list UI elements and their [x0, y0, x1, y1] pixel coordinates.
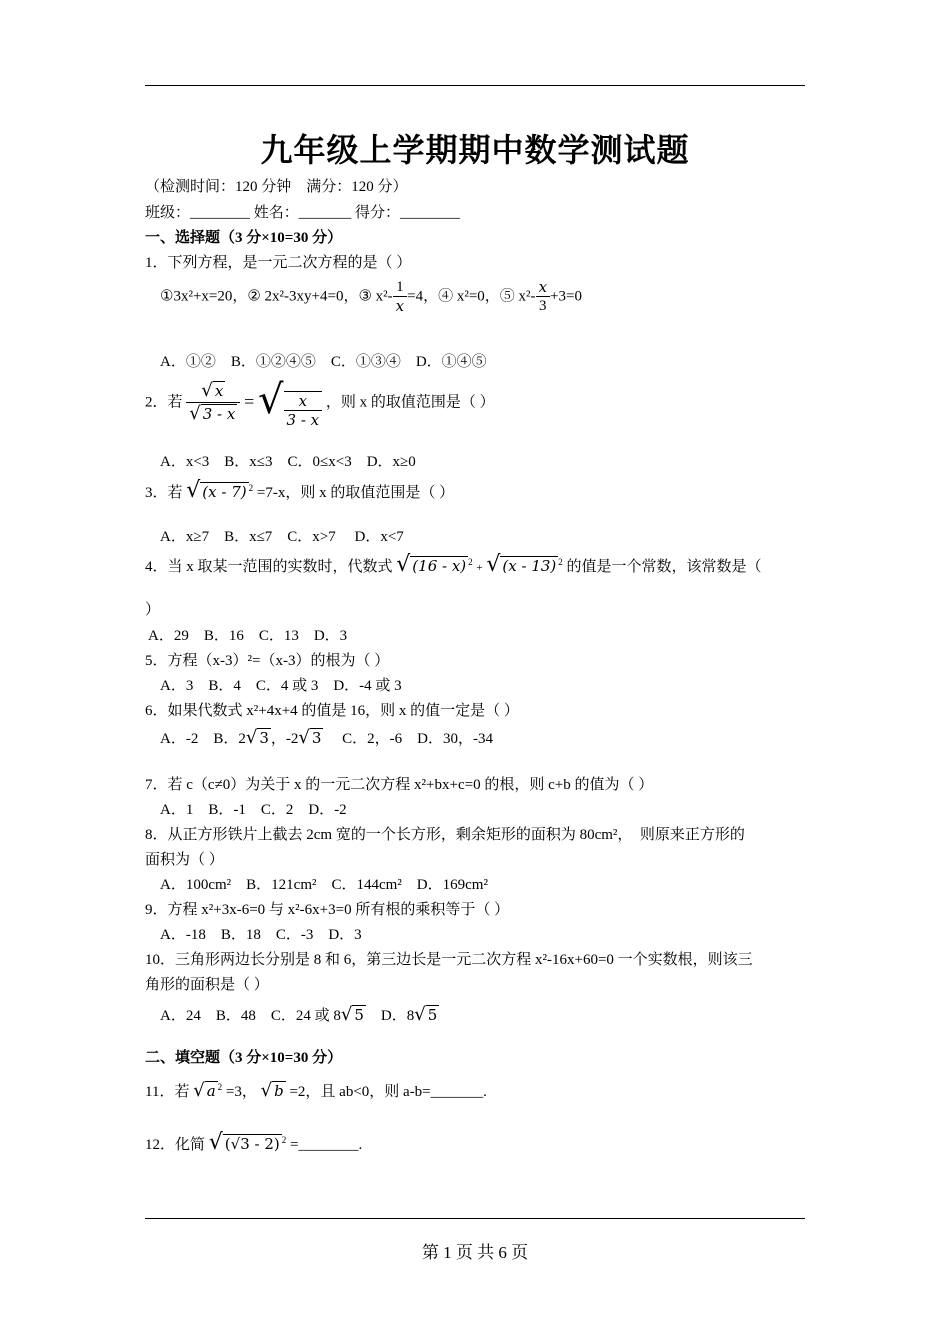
- frac2-num: x: [538, 278, 548, 296]
- q1-stem: 1．下列方程，是一元二次方程的是（ ）: [145, 255, 412, 271]
- q2-rad-num: x: [298, 391, 308, 410]
- q4-exp-2: 2: [558, 557, 563, 567]
- q3-prefix: 3．若: [145, 485, 183, 501]
- q4-line: [145, 552, 762, 578]
- q2-right-radical: √ $\frac{x}{3 - x}$: [258, 376, 322, 429]
- q11-sqrt-a2: √ a $^2$: [193, 1080, 223, 1101]
- q4-exp-1: 2: [468, 557, 473, 567]
- q1-equations: [160, 278, 582, 315]
- frac1-den: x: [393, 296, 407, 315]
- q3-suffix: =7-x，则 x 的取值范围是（ ）: [256, 485, 455, 501]
- q11-prefix: 11．若: [145, 1084, 190, 1100]
- q4-plus: +: [476, 562, 483, 574]
- q4-radicand-1: (16 - x): [412, 557, 467, 575]
- q6-sqrt3-b: √ 3: [298, 727, 322, 748]
- q4-radicand-2: (x - 13): [502, 557, 557, 575]
- q6-stem: 6．如果代数式 x²+4x+4 的值是 16，则 x 的值一定是（ ）: [145, 703, 519, 719]
- q11-rad-b: b: [274, 1082, 284, 1100]
- q4-radical-2: √ (x - 13) $^2$: [486, 552, 563, 577]
- q9-options: A．-18 B．18 C．-3 D．3: [160, 927, 362, 943]
- q8-continuation: 面积为（ ）: [145, 852, 224, 868]
- q4-options: A．29 B．16 C．13 D．3: [148, 628, 348, 644]
- q1-part1: ①3x²+x=20，② 2x²-3xy+4=0，③ x²-: [160, 288, 393, 305]
- fraction-x-over-3: [536, 278, 550, 315]
- q6-sqrt3-a: √ 3: [245, 727, 269, 748]
- fraction-1-over-x: [393, 278, 407, 315]
- q5-stem: 5．方程（x-3）²=（x-3）的根为（ ）: [145, 653, 390, 669]
- frac2-den: 3: [536, 296, 550, 315]
- q11-sqrt-b: √ b: [260, 1080, 284, 1101]
- q2-prefix: 2．若: [145, 394, 183, 411]
- top-rule: [145, 85, 805, 86]
- q10-options: [160, 1004, 439, 1026]
- q6-rad-a: 3: [259, 729, 269, 747]
- q6-opt-rest: C．2，-6 D．30，-34: [323, 731, 493, 747]
- q11-line: [145, 1080, 487, 1102]
- q3-options: A．x≥7 B．x≤7 C．x>7 D．x<7: [160, 529, 404, 545]
- q11-exp: 2: [217, 1082, 223, 1092]
- q4-suffix: 的值是一个常数，该常数是（: [566, 559, 762, 575]
- frac1-num: 1: [396, 279, 404, 295]
- q1-part3: +3=0: [550, 288, 582, 305]
- student-info: 班级：________ 姓名：_______ 得分：________: [145, 205, 461, 221]
- q10-opt-abc: A．24 B．48 C．24 或 8: [160, 1008, 341, 1024]
- q5-options: A．3 B．4 C．4 或 3 D．-4 或 3: [160, 678, 402, 694]
- q12-suffix: =________.: [290, 1137, 363, 1153]
- q8-stem: 8．从正方形铁片上截去 2cm 宽的一个长方形，剩余矩形的面积为 80cm²， 则原来正方形的: [145, 827, 745, 843]
- q7-options: A．1 B．-1 C．2 D．-2: [160, 802, 347, 818]
- q12-radicand: (√3 - 2): [224, 1135, 280, 1153]
- q10-sqrt5-d: √ 5: [414, 1004, 438, 1025]
- q10-continuation: 角形的面积是（ ）: [145, 977, 269, 993]
- exam-info: （检测时间：120 分钟 满分：120 分）: [145, 179, 408, 195]
- q10-sqrt5-c: √ 5: [340, 1004, 364, 1025]
- q11-suffix: =2，且 ab<0，则 a-b=_______.: [289, 1084, 487, 1100]
- q6-opt-mid: ，-2: [270, 731, 299, 747]
- q4-prefix: 4．当 x 取某一范围的实数时，代数式: [145, 559, 393, 575]
- q8-options: A．100cm² B．121cm² C．144cm² D．169cm²: [160, 877, 488, 893]
- page-footer: 第 1 页 共 6 页: [421, 1243, 529, 1262]
- q7-stem: 7．若 c（c≠0）为关于 x 的一元二次方程 x²+bx+c=0 的根，则 c+b 的值为（ ）: [145, 777, 654, 793]
- q3-radical: √ (x - 7) $^2$: [186, 478, 254, 503]
- q3-exp: 2: [248, 483, 254, 493]
- q4-radical-1: √ (16 - x) $^2$: [396, 552, 473, 577]
- q2-sqrt-3-minus-x: 3 - x: [202, 404, 236, 423]
- q3-line: [145, 478, 454, 504]
- section-choice-heading: 一、选择题（3 分×10=30 分）: [145, 230, 343, 246]
- q6-options: [160, 727, 493, 749]
- q11-mid: =3，: [225, 1084, 257, 1100]
- q12-prefix: 12．化简: [145, 1137, 206, 1153]
- q2-options: A．x<3 B．x≤3 C．0≤x<3 D．x≥0: [160, 454, 416, 470]
- q10-stem: 10．三角形两边长分别是 8 和 6，第三边长是一元二次方程 x²-16x+60=0 一个实数根，则该三: [145, 952, 753, 968]
- q12-exp: 2: [281, 1135, 287, 1145]
- q3-radicand: (x - 7): [202, 483, 247, 501]
- q11-rad-a: a: [206, 1082, 216, 1100]
- q6-opt-a: A．-2 B．2: [160, 731, 246, 747]
- q6-rad-b: 3: [311, 729, 322, 747]
- q1-part2: =4，④ x²=0，⑤ x²-: [407, 288, 536, 305]
- q10-rad-c: 5: [354, 1006, 364, 1024]
- q2-rad-den: 3 - x: [284, 410, 323, 429]
- q12-line: [145, 1130, 362, 1156]
- q2-left-fraction: $\frac{√ x}{√ 3 - x}$: [186, 380, 240, 424]
- page-title: 九年级上学期期中数学测试题: [260, 131, 690, 169]
- q2-suffix: ，则 x 的取值范围是（ ）: [325, 394, 495, 411]
- q4-continuation: ）: [145, 602, 161, 618]
- q12-radical: √ (√3 - 2) $^2$: [208, 1130, 287, 1155]
- q2-sqrt-x: x: [214, 382, 224, 401]
- q9-stem: 9．方程 x²+3x-6=0 与 x²-6x+3=0 所有根的乘积等于（ ）: [145, 902, 510, 918]
- q10-rad-d: 5: [427, 1006, 438, 1024]
- q1-options: A．①② B．①②④⑤ C．①③④ D．①④⑤: [160, 354, 487, 370]
- section-fill-heading: 二、填空题（3 分×10=30 分）: [145, 1050, 343, 1066]
- q2-line: 2．若 $\frac{√ x}{√ 3 - x}$ = √ $\frac{x}{3 - x}$ ，则 x 的取值范围是（ ）: [145, 377, 495, 429]
- q10-opt-d: D．8: [365, 1008, 415, 1024]
- bottom-rule: [145, 1218, 805, 1219]
